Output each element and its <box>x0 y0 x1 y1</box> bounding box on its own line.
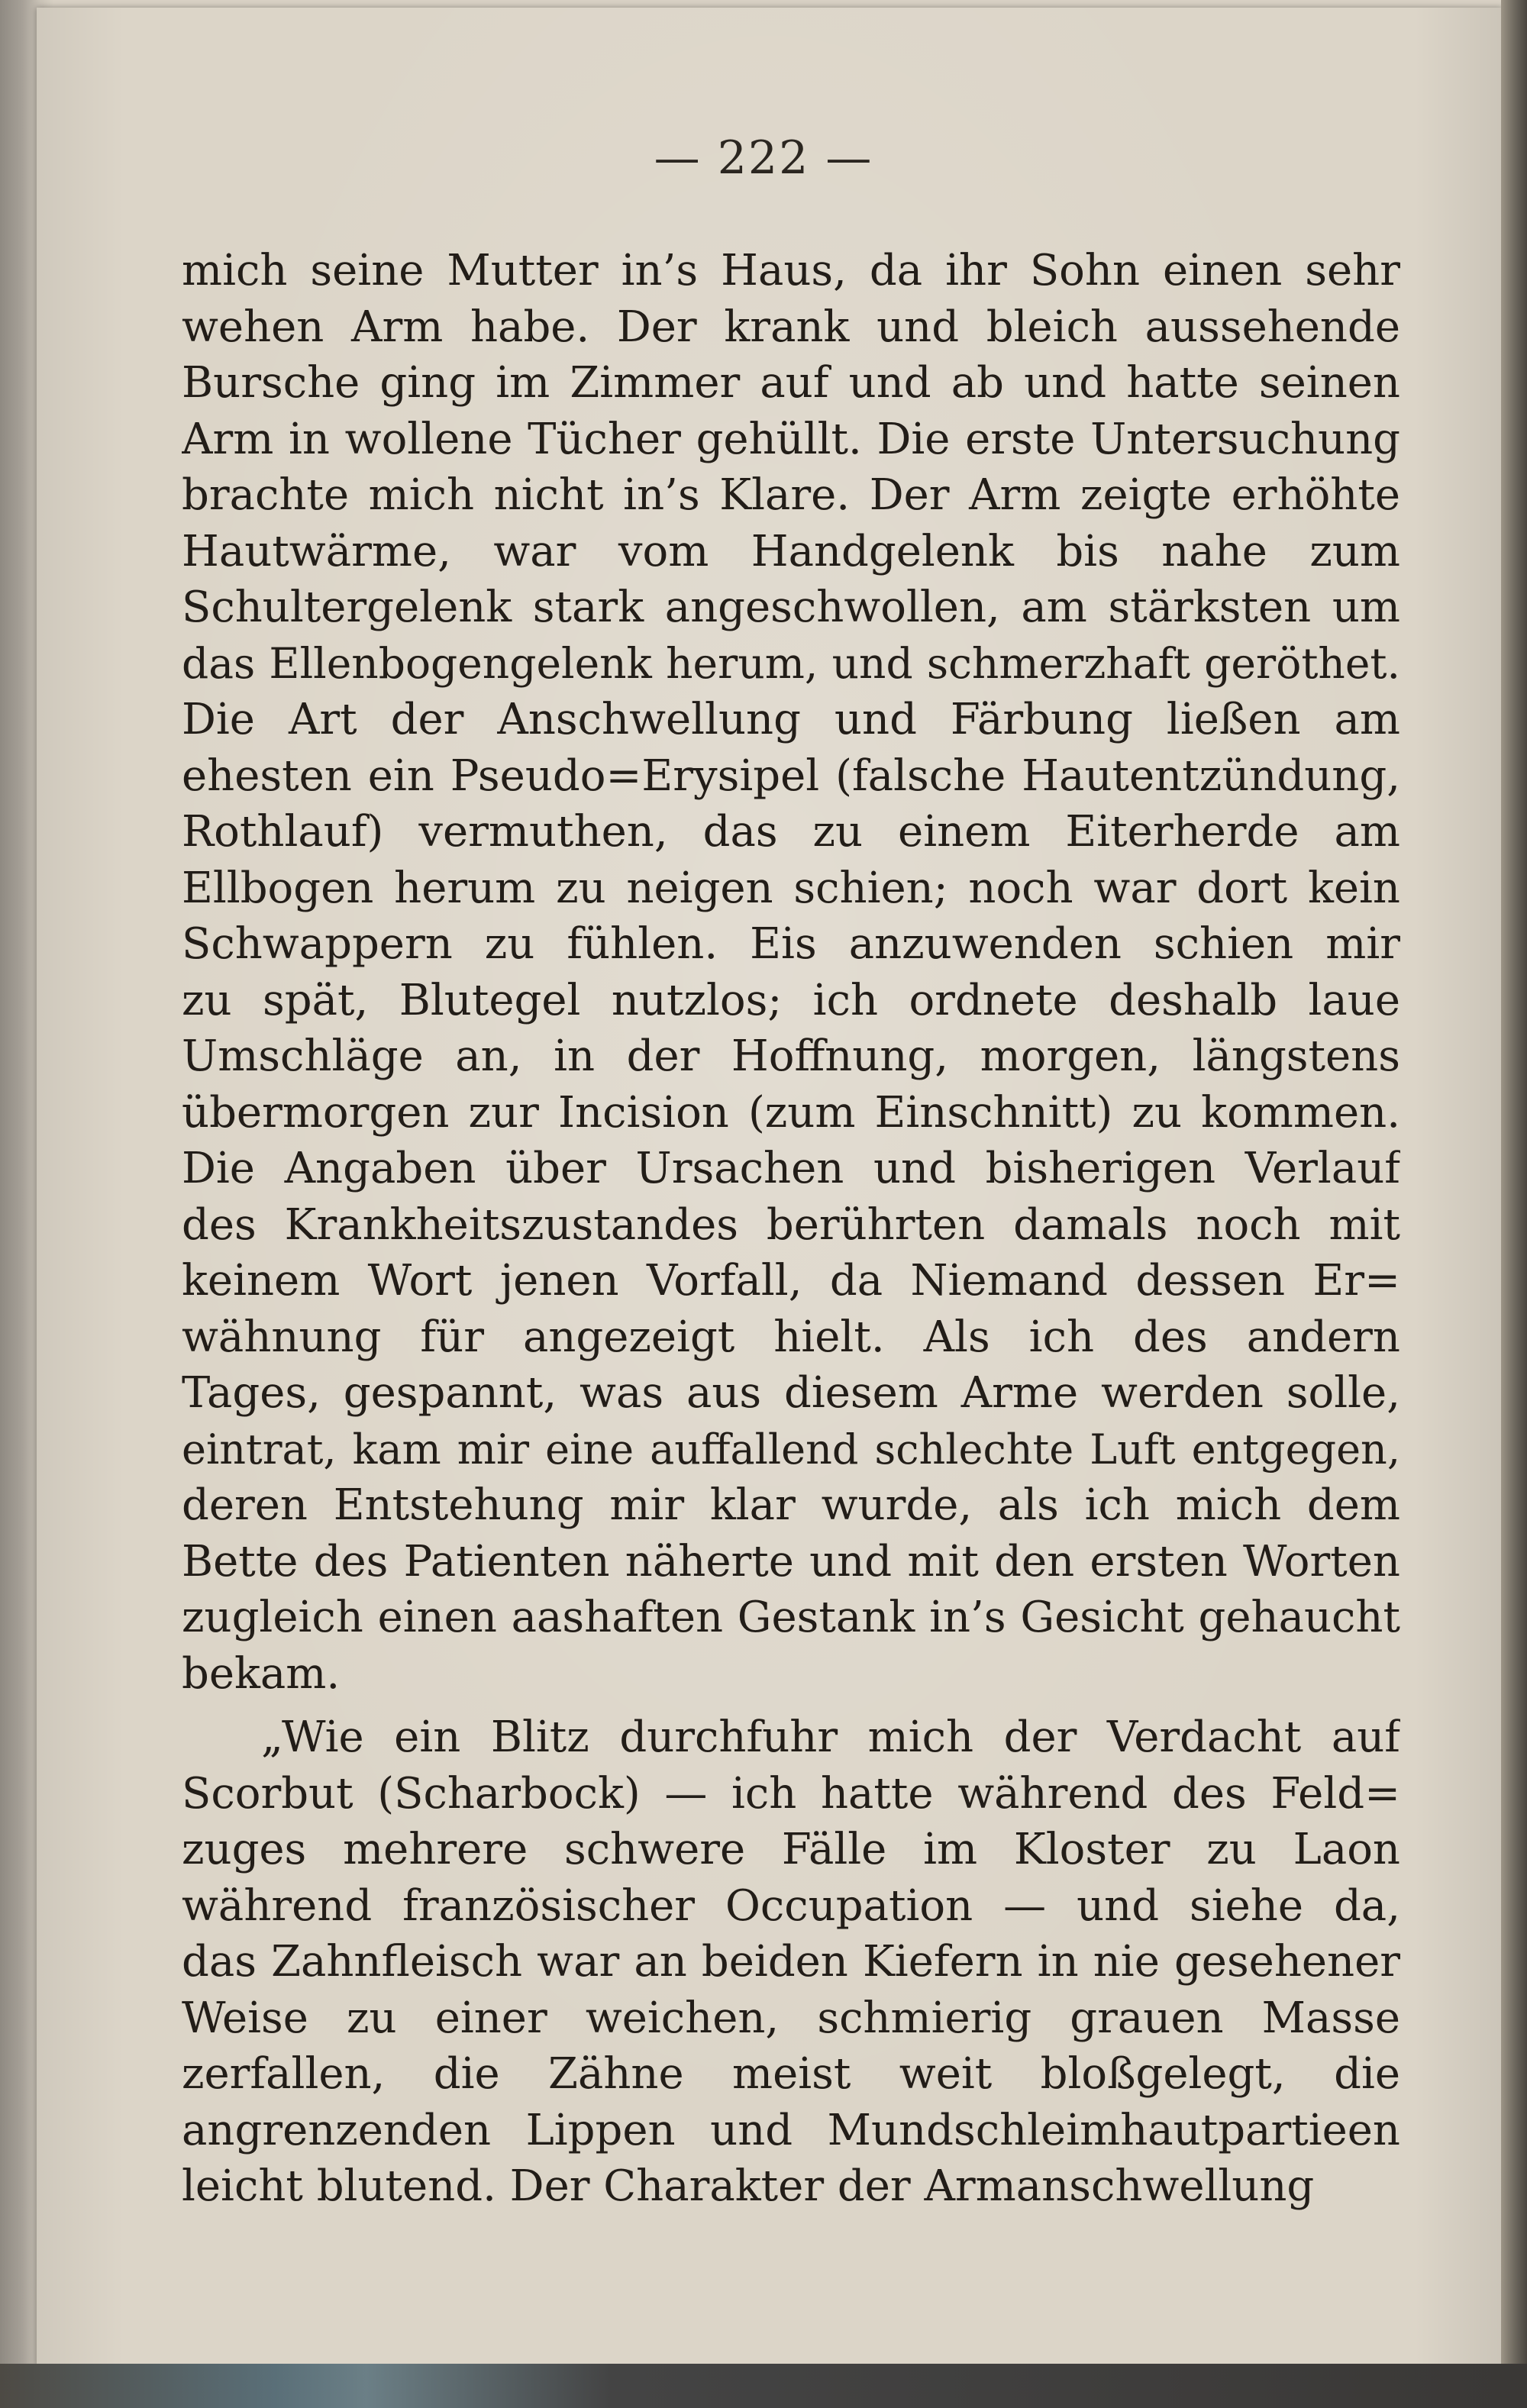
paragraph <box>182 1709 1400 2215</box>
text-line: Scorbut (Scharbock) — ich hatte während des Feld= <box>182 1768 1400 1819</box>
text-line: des Krankheitszustandes berührten damals noch mit <box>182 1199 1400 1250</box>
text-line: mich seine Mutter in’s Haus, da ihr Sohn einen sehr <box>182 246 1400 295</box>
body-text <box>182 243 1400 2215</box>
text-line: das Zahnfleisch war an beiden Kiefern in nie gesehener <box>182 1937 1400 1987</box>
page-number-header: — 222 — <box>654 131 873 185</box>
text-line: Die Angaben über Ursachen und bisherigen Verlauf <box>182 1144 1400 1193</box>
text-line: keinem Wort jenen Vorfall, da Niemand dessen Er= <box>182 1256 1400 1306</box>
text-line: Tages, gespannt, was aus diesem Arme werden solle, <box>182 1368 1400 1418</box>
text-line: Die Art der Anschwellung und Färbung ließen am <box>182 695 1400 744</box>
text-line: Ellbogen herum zu neigen schien; noch war dort kein <box>182 863 1400 913</box>
book-edge <box>1501 0 1527 2408</box>
text-line: Arm in wollene Tücher gehüllt. Die erste Untersuchung <box>182 414 1400 464</box>
text-line: „Wie ein Blitz durchfuhr mich der Verdacht auf <box>261 1712 1400 1762</box>
text-line: angrenzenden Lippen und Mundschleimhautpartieen <box>182 2105 1400 2155</box>
text-line: eintrat, kam mir eine auffallend schlechte Luft entgegen, <box>182 1425 1400 1474</box>
text-line: wehen Arm habe. Der krank und bleich aussehende <box>182 302 1400 352</box>
text-line: wähnung für angezeigt hielt. Als ich des andern <box>182 1312 1400 1362</box>
text-line: Schwappern zu fühlen. Eis anzuwenden schien mir <box>182 919 1400 969</box>
text-line: übermorgen zur Incision (zum Einschnitt) zu kommen. <box>182 1087 1400 1138</box>
text-line: zuges mehrere schwere Fälle im Kloster zu Laon <box>182 1825 1400 1874</box>
text-line: ehesten ein Pseudo=Erysipel (falsche Hautentzündung, <box>182 750 1400 801</box>
text-line: brachte mich nicht in’s Klare. Der Arm zeigte erhöhte <box>182 470 1400 520</box>
text-line: Rothlauf) vermuthen, das zu einem Eiterherde am <box>182 807 1400 857</box>
text-line: bekam. <box>182 1648 341 1699</box>
text-line: Bursche ging im Zimmer auf und ab und hatte seinen <box>182 358 1400 408</box>
text-line: das Ellenbogengelenk herum, und schmerzhaft geröthet. <box>182 638 1400 688</box>
paragraph-gap <box>182 1702 1400 1709</box>
text-line: zu spät, Blutegel nutzlos; ich ordnete deshalb laue <box>182 975 1400 1025</box>
text-line: Schultergelenk stark angeschwollen, am stärksten um <box>182 583 1400 632</box>
text-line: Umschläge an, in der Hoffnung, morgen, längstens <box>182 1031 1400 1081</box>
paragraph <box>182 243 1400 1702</box>
text-line: leicht blutend. Der Charakter der Armanschwellung <box>182 2161 1315 2211</box>
text-line: Weise zu einer weichen, schmierig grauen Masse <box>182 1993 1400 2043</box>
text-line: Bette des Patienten näherte und mit den ersten Worten <box>182 1536 1400 1587</box>
text-line: Hautwärme, war vom Handgelenk bis nahe zum <box>182 526 1400 576</box>
text-line: während französischer Occupation — und siehe da, <box>182 1880 1400 1931</box>
text-line: zugleich einen aashaften Gestank in’s Gesicht gehaucht <box>182 1593 1400 1642</box>
text-line: deren Entstehung mir klar wurde, als ich mich dem <box>182 1480 1400 1530</box>
text-line: zerfallen, die Zähne meist weit bloßgelegt, die <box>182 2049 1400 2099</box>
scan-bottom-edge <box>0 2364 1527 2408</box>
